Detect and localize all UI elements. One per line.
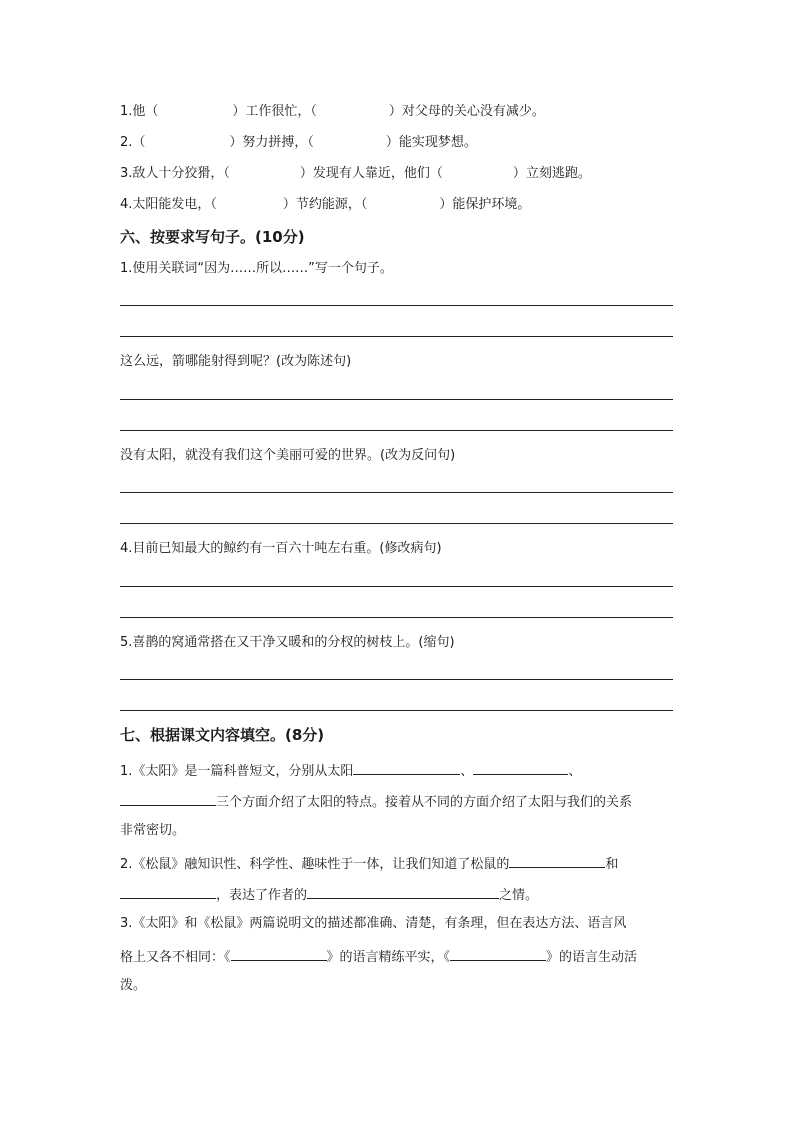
- answer-line[interactable]: [120, 710, 673, 711]
- item-text: 4.太阳能发电，（: [120, 197, 217, 212]
- item-text: ）对父母的关心没有减少。: [388, 104, 545, 119]
- answer-line[interactable]: [120, 586, 673, 587]
- question-7-2-line2: [120, 885, 538, 904]
- fill-item-2: [120, 135, 477, 151]
- answer-line[interactable]: [120, 430, 673, 431]
- section-7-title: 七、根据课文内容填空。(8分): [120, 726, 325, 744]
- item-text: 》的语言生动活: [546, 950, 638, 965]
- answer-blank[interactable]: [120, 885, 216, 899]
- question-7-1-line2: [120, 792, 632, 811]
- answer-blank[interactable]: [450, 947, 546, 961]
- question-7-2-line1: [120, 854, 618, 873]
- answer-line[interactable]: [120, 305, 673, 306]
- item-text: ）节约能源，（: [282, 197, 368, 212]
- answer-blank[interactable]: [120, 792, 216, 806]
- answer-line[interactable]: [120, 617, 673, 618]
- question-6-2: 这么远，箭哪能射得到呢？(改为陈述句): [120, 354, 352, 369]
- question-7-3-line2: [120, 947, 637, 966]
- item-text: ）努力拼搏，（: [229, 135, 314, 150]
- section-6-title: 六、按要求写句子。(10分): [120, 228, 305, 246]
- answer-blank[interactable]: [307, 885, 499, 899]
- answer-line[interactable]: [120, 492, 673, 493]
- item-text: 3.敌人十分狡猾，（: [120, 166, 230, 181]
- item-text: 1.他（: [120, 104, 159, 119]
- answer-line[interactable]: [120, 679, 673, 680]
- item-text: 2.（: [120, 135, 146, 150]
- item-text: ）能保护环境。: [439, 197, 531, 212]
- answer-blank[interactable]: [231, 947, 327, 961]
- answer-line[interactable]: [120, 399, 673, 400]
- fill-item-1: [120, 104, 545, 120]
- question-6-3: 没有太阳，就没有我们这个美丽可爱的世界。(改为反问句): [120, 448, 456, 463]
- separator: 、: [460, 764, 474, 779]
- item-text: 之情。: [499, 888, 539, 903]
- question-7-1-line1: [120, 761, 581, 780]
- question-7-1-line3: 非常密切。: [120, 823, 186, 838]
- question-6-4: 4.目前已知最大的鲸约有一百六十吨左右重。(修改病句): [120, 541, 442, 556]
- separator: 、: [568, 764, 582, 779]
- question-6-5: 5.喜鹊的窝通常搭在又干净又暖和的分杈的树枝上。(缩句): [120, 635, 455, 650]
- item-text: 》的语言精练平实，《: [326, 950, 451, 965]
- answer-blank[interactable]: [353, 761, 460, 775]
- question-6-1: 1.使用关联词“因为……所以……”写一个句子。: [120, 261, 393, 276]
- answer-blank[interactable]: [509, 854, 605, 868]
- fill-item-3: [120, 166, 591, 182]
- question-7-3-line3: 泼。: [120, 978, 147, 993]
- answer-blank[interactable]: [473, 761, 568, 775]
- item-text: 和: [605, 857, 619, 872]
- question-7-3-line1: 3.《太阳》和《松鼠》两篇说明文的描述都准确、清楚，有条理，但在表达方法、语言风: [120, 916, 627, 931]
- answer-line[interactable]: [120, 336, 673, 337]
- answer-line[interactable]: [120, 523, 673, 524]
- item-text: ）能实现梦想。: [385, 135, 477, 150]
- item-text: ）发现有人靠近，他们（: [299, 166, 443, 181]
- item-text: 1.《太阳》是一篇科普短文，分别从太阳: [120, 764, 354, 779]
- item-text: 2.《松鼠》融知识性、科学性、趣味性于一体，让我们知道了松鼠的: [120, 857, 510, 872]
- item-text: ）工作很忙，（: [232, 104, 317, 119]
- item-text: ，表达了作者的: [216, 888, 308, 903]
- item-text: 三个方面介绍了太阳的特点。接着从不同的方面介绍了太阳与我们的关系: [216, 795, 633, 810]
- item-text: ）立刻逃跑。: [512, 166, 591, 181]
- item-text: 格上又各不相同：《: [120, 950, 231, 965]
- fill-item-4: [120, 197, 530, 213]
